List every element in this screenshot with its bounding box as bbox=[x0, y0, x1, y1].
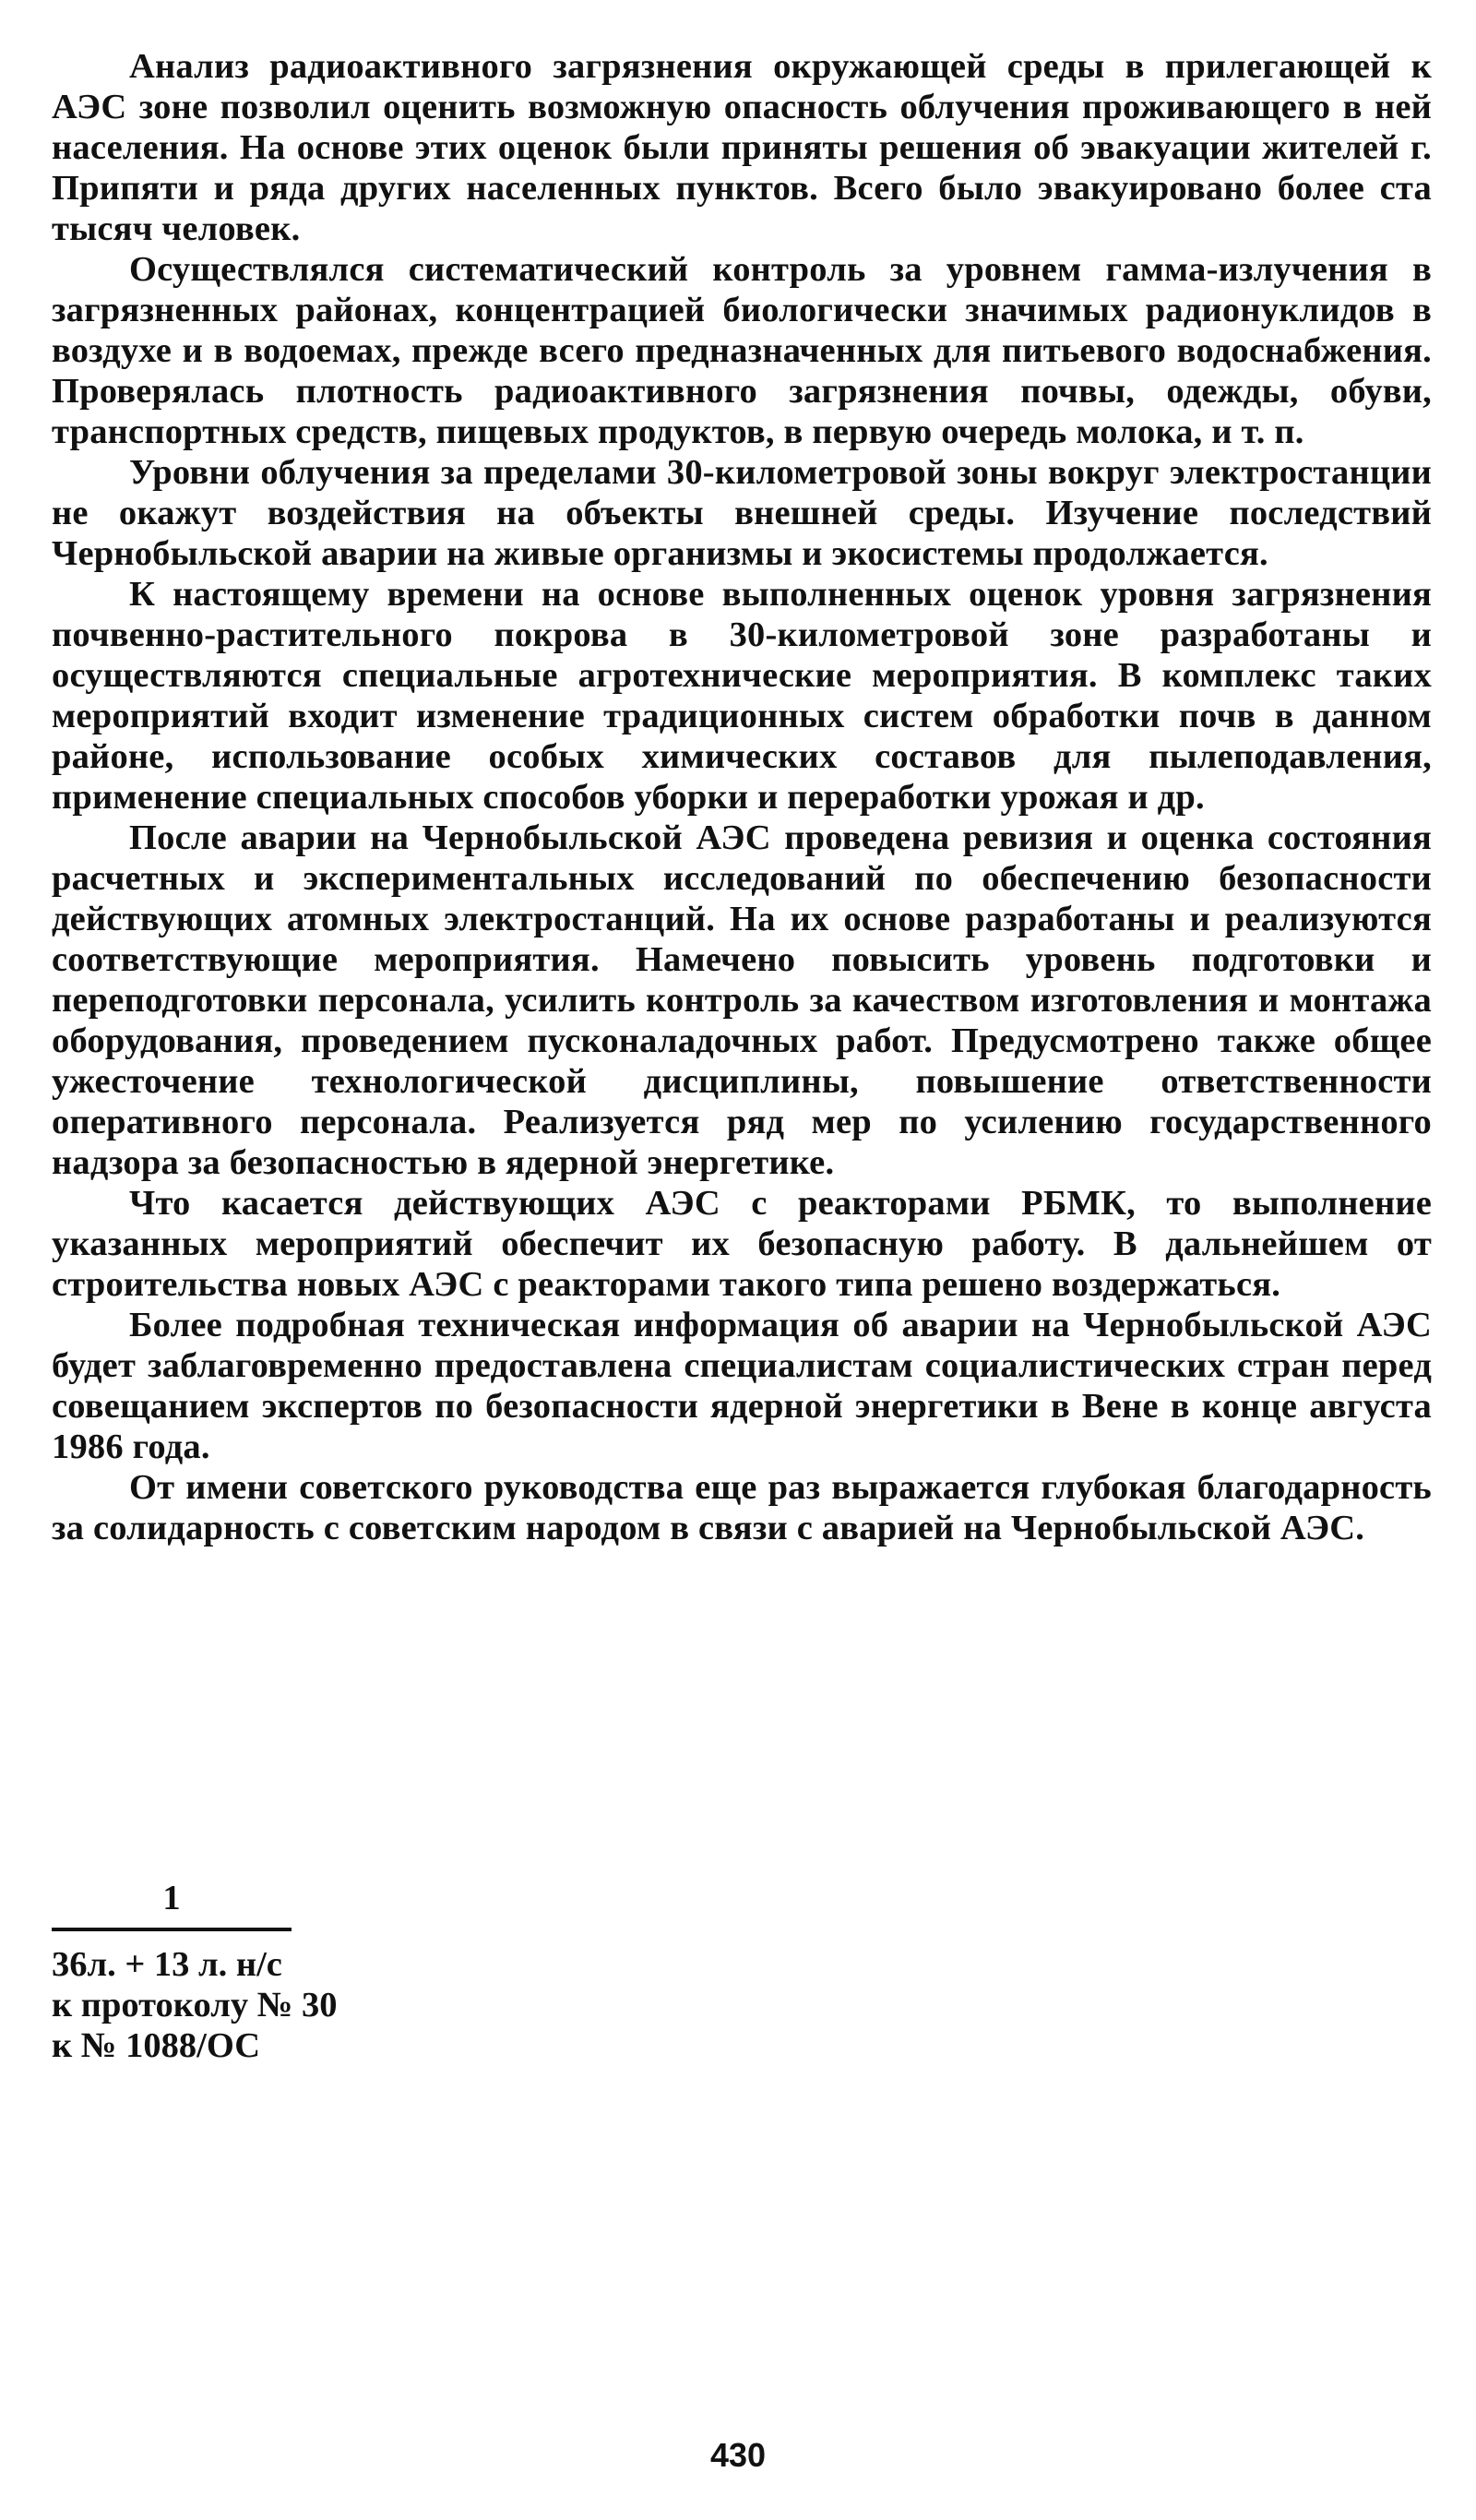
footnote-sheet-count: 36л. + 13 л. н/с bbox=[52, 1945, 282, 1984]
footnote-protocol-ref: к протоколу № 30 bbox=[52, 1986, 338, 2024]
paragraph-agrotechnical-measures: К настоящему времени на основе выполненных оценок уровня загрязнения почвенно-растительного покрова в 30-километровой зоне разработаны и осуществляются специальные агротехнические мероприятия. В комплекс таких мероприятий входит изменение традиционных систем обработки почв в данном районе, использование особых химических составов для пылеподавления, применение специальных способов уборки и переработки урожая и др. bbox=[52, 575, 1432, 817]
paragraph-gratitude: От имени советского руководства еще раз выражается глубокая благодарность за солидарность с советским народом в связи с аварией на Чернобыльской АЭС. bbox=[52, 1468, 1432, 1547]
body-text bbox=[52, 46, 1432, 1548]
footnote-document-ref: к № 1088/ОС bbox=[52, 2026, 261, 2065]
paragraph-evacuation: Анализ радиоактивного загрязнения окружающей среды в прилегающей к АЭС зоне позволил оценить возможную опасность облучения проживающего в ней населения. На основе этих оценок были приняты решения об эвакуации жителей г. Припяти и ряда других населенных пунктов. Всего было эвакуировано более ста тысяч человек. bbox=[52, 47, 1432, 248]
paragraph-rbmk-reactors: Что касается действующих АЭС с реакторами РБМК, то выполнение указанных мероприятий обеспечит их безопасную работу. В дальнейшем от строительства новых АЭС с реакторами такого типа решено воздержаться. bbox=[52, 1184, 1432, 1304]
paragraph-safety-review: После аварии на Чернобыльской АЭС проведена ревизия и оценка состояния расчетных и экспериментальных исследований по обеспечению безопасности действующих атомных электростанций. На их основе разработаны и реализуются соответствующие мероприятия. Намечено повысить уровень подготовки и переподготовки персонала, усилить контроль за качеством изготовления и монтажа оборудования, проведением пусконаладочных работ. Предусмотрено также общее ужесточение технологической дисциплины, повышение ответственности оперативного персонала. Реализуется ряд мер по усилению государственного надзора за безопасностью в ядерной энергетике. bbox=[52, 818, 1432, 1182]
page-number: 430 bbox=[709, 2436, 767, 2474]
footnote-divider bbox=[52, 1928, 292, 1931]
footnote-number: 1 bbox=[162, 1879, 181, 1917]
paragraph-technical-information: Более подробная техническая информация об аварии на Чернобыльской АЭС будет заблаговременно предоставлена специалистам социалистических стран перед совещанием экспертов по безопасности ядерной энергетики в Вене в конце августа 1986 года. bbox=[52, 1306, 1432, 1466]
footnote-block bbox=[52, 1878, 494, 2066]
paragraph-radiation-monitoring: Осуществлялся систематический контроль за уровнем гамма-излучения в загрязненных районах, концентрацией биологически значимых радионуклидов в воздухе и в водоемах, прежде всего предназначенных для питьевого водоснабжения. Проверялась плотность радиоактивного загрязнения почвы, одежды, обуви, транспортных средств, пищевых продуктов, в первую очередь молока, и т. п. bbox=[52, 250, 1432, 451]
paragraph-exposure-levels: Уровни облучения за пределами 30-километровой зоны вокруг электростанции не окажут воздействия на объекты внешней среды. Изучение последствий Чернобыльской аварии на живые организмы и экосистемы продолжается. bbox=[52, 453, 1432, 573]
